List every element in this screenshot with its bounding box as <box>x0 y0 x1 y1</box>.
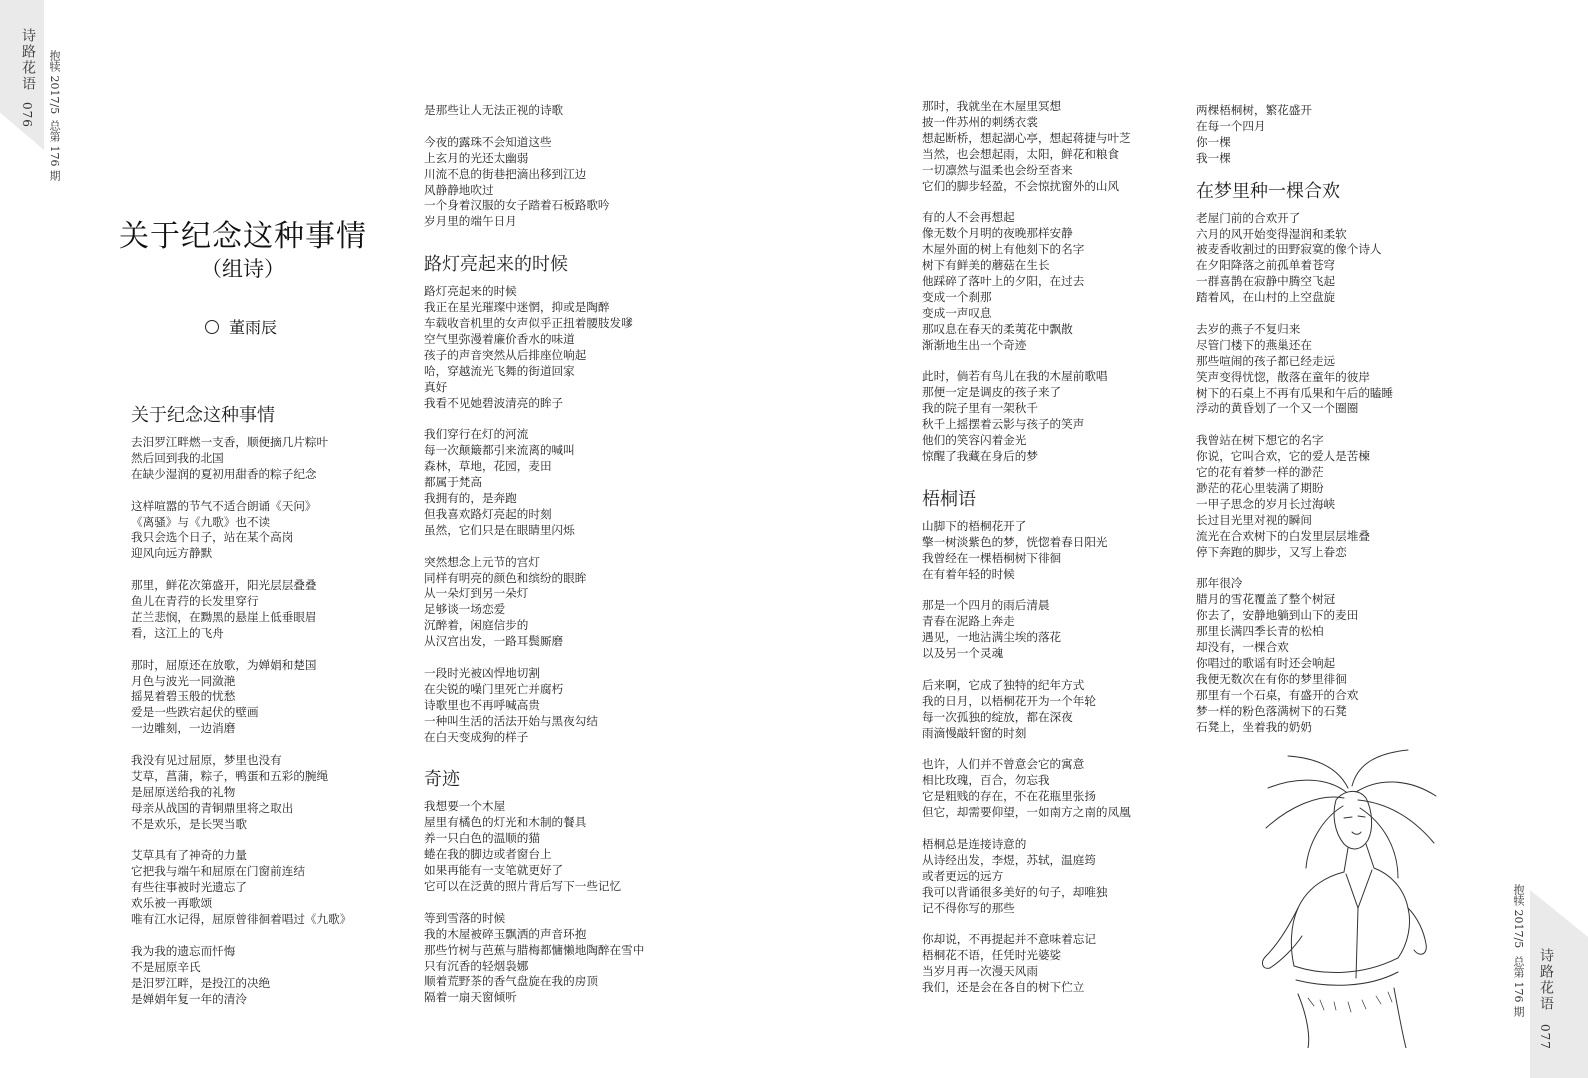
poem-line: 此时，倘若有鸟儿在我的木屋前歌唱 <box>922 369 1108 384</box>
poem-line: 树下的石桌上不再有瓜果和午后的瞌睡 <box>1196 385 1394 400</box>
poem-line: 诗歌里也不再呼喊高贵 <box>424 697 540 712</box>
poem-title: 梧桐语 <box>922 488 976 510</box>
poem-line: 我可以背诵很多美好的句子，却唯独 <box>922 884 1108 899</box>
poem-line: 长过目光里对视的瞬间 <box>1196 512 1312 527</box>
poem-line: 停下奔跑的脚步，又写上眷恋 <box>1196 544 1347 559</box>
poem-line: 石凳上，坐着我的奶奶 <box>1196 719 1312 734</box>
poem-line: 在每一个四月 <box>1196 118 1266 133</box>
poem-line: 你却说，不再提起并不意味着忘记 <box>922 932 1096 947</box>
poem-line: 你唱过的歌谣有时还会响起 <box>1196 655 1336 670</box>
poem-line: 渐渐地生出一个奇迹 <box>922 337 1027 352</box>
poem-line: 不是屈原辛氏 <box>131 959 201 974</box>
stanza <box>131 499 351 563</box>
left-issue-label: 总第 176 期 <box>48 120 61 181</box>
poem-title: 关于纪念这种事情 <box>131 405 275 426</box>
poem-line: 尽管门楼下的燕巢还在 <box>1196 337 1312 352</box>
poem-line: 浮动的黄昏划了一个又一个圈圈 <box>1196 401 1359 416</box>
poem-line: 腊月的雪花覆盖了整个树冠 <box>1196 592 1336 607</box>
main-title: 关于纪念这种事情 <box>119 219 367 254</box>
stanza <box>922 519 1131 583</box>
stanza <box>424 555 644 650</box>
poem-title: 奇迹 <box>424 769 460 791</box>
poem-line: 《离骚》与《九歌》也不读 <box>131 514 271 529</box>
stanza <box>922 369 1131 464</box>
poem-line: 去岁的燕子不复归来 <box>1196 321 1301 336</box>
poem-line: 有的人不会再想起 <box>922 210 1015 225</box>
right-section-label: 诗路花语 <box>1538 948 1554 1012</box>
poem-line: 青春在泥路上奔走 <box>922 614 1015 629</box>
poem-line: 一切凛然与温柔也会纷至沓来 <box>922 162 1073 177</box>
poem-line: 一种叫生活的活法开始与黑夜勾结 <box>424 713 598 728</box>
poem-line: 也许，人们并不曾意会它的寓意 <box>922 757 1085 772</box>
poem-line: 它们的脚步轻盈，不会惊扰窗外的山风 <box>922 178 1120 193</box>
poem-line: 屋里有橘色的灯光和木制的餐具 <box>424 815 587 830</box>
poem-line: 养一只白色的温顺的猫 <box>424 831 540 846</box>
subtitle: （组诗） <box>201 257 285 281</box>
poem-line: 一群喜鹊在寂静中腾空飞起 <box>1196 274 1336 289</box>
stanza <box>922 932 1131 996</box>
stanza <box>424 911 644 1006</box>
poem-line: 那便一定是调皮的孩子来了 <box>922 385 1062 400</box>
stanza <box>131 848 351 928</box>
poem-line: 是屈原送给我的礼物 <box>131 784 236 799</box>
poem-line: 我一棵 <box>1196 150 1231 165</box>
poem-line: 一段时光被凶悍地切割 <box>424 665 540 680</box>
poem-line: 披一件苏州的刺绣衣裳 <box>922 114 1038 129</box>
poem-line: 以及另一个灵魂 <box>922 646 1004 661</box>
poem-line: 两棵梧桐树，繁花盛开 <box>1196 103 1312 117</box>
right-issue-label: 总第 176 期 <box>1512 956 1525 1017</box>
poem-continuation <box>1196 103 1393 167</box>
poem-line: 我想要一个木屋 <box>424 799 506 814</box>
poem-line: 每一次颠簸都引来流离的喊叫 <box>424 443 575 458</box>
poem-line: 你一棵 <box>1196 134 1231 149</box>
poem-line: 今夜的露珠不会知道这些 <box>424 134 552 149</box>
poem-continuation <box>424 103 644 230</box>
poem-line: 它把我与端午和屈原在门窗前连结 <box>131 864 305 879</box>
poem-line: 我的日月，以梧桐花开为一个年轮 <box>922 693 1096 708</box>
poem-line: 是汨罗江畔，是投江的决绝 <box>131 975 271 990</box>
poem-line: 老屋门前的合欢开了 <box>1196 210 1301 225</box>
stanza <box>424 427 644 538</box>
stanza <box>1196 576 1393 735</box>
poem-line: 鱼儿在青荇的长发里穿行 <box>131 594 259 609</box>
stanza <box>1196 433 1393 560</box>
left-page-number: 076 <box>20 102 34 128</box>
poem-line: 他踩碎了落叶上的夕阳，在过去 <box>922 273 1085 288</box>
poem-line: 那叹息在春天的柔荑花中飘散 <box>922 321 1073 336</box>
stanza <box>922 598 1131 662</box>
poem-line: 但它，却需要仰望，一如南方之南的凤凰 <box>922 805 1131 820</box>
stanza <box>131 578 351 642</box>
poem-line: 梧桐总是连接诗意的 <box>922 836 1027 851</box>
poem-line: 路灯亮起来的时候 <box>424 284 517 299</box>
poem-line: 树下有鲜美的蘑菇在生长 <box>922 258 1050 273</box>
poem-body <box>424 284 644 745</box>
poem-line: 都属于梵高 <box>424 475 482 490</box>
poem-line: 我曾经在一棵梧桐树下徘徊 <box>922 550 1062 565</box>
poem-line: 秋千上摇摆着云影与孩子的笑声 <box>922 417 1085 432</box>
poem-line: 山脚下的梧桐花开了 <box>922 518 1027 533</box>
poem-line: 车载收音机里的女声似乎正扭着腰肢发嗲 <box>424 316 633 331</box>
poem-line: 那里有一个石桌，有盛开的合欢 <box>1196 687 1359 702</box>
poem-line: 我为我的遗忘而忏悔 <box>131 943 236 958</box>
stanza <box>424 284 644 411</box>
poem-line: 一边雕刻，一边消磨 <box>131 721 236 736</box>
poem-line: 突然想念上元节的宫灯 <box>424 554 540 569</box>
poem-line: 月色与波光一同潋滟 <box>131 673 236 688</box>
poem-title: 路灯亮起来的时候 <box>424 254 568 276</box>
poem-body <box>424 799 644 1006</box>
poem-line: 风静静地吹过 <box>424 182 494 197</box>
stanza <box>922 757 1131 821</box>
stanza <box>1196 322 1393 417</box>
poem-line: 摇晃着碧玉般的忧愁 <box>131 689 236 704</box>
poem-line: 芷兰悲悯，在黝黑的悬崖上低垂眼眉 <box>131 609 317 624</box>
poem-line: 虽然，它们只是在眼睛里闪烁 <box>424 522 575 537</box>
stanza <box>424 799 644 894</box>
poem-line: 惊醒了我藏在身后的梦 <box>922 448 1038 463</box>
poem-line: 想起断桥，想起湖心亭，想起蒋捷与叶芝 <box>922 130 1131 145</box>
poem-line: 它可以在泛黄的照片背后写下一些记忆 <box>424 879 622 893</box>
poem-continuation <box>922 99 1131 465</box>
poem-line: 擎一树淡紫色的梦，恍惚着春日阳光 <box>922 534 1108 549</box>
poem-line: 隔着一扇天窗倾听 <box>424 990 517 1005</box>
poem-line: 真好 <box>424 379 448 394</box>
poem-line: 只有沉香的轻烟袅娜 <box>424 958 529 973</box>
poem-line: 你说，它叫合欢，它的爱人是苦楝 <box>1196 449 1370 464</box>
stanza <box>131 944 351 1008</box>
poem-line: 我只会选个日子，站在某个高岗 <box>131 530 294 545</box>
poem-line: 在白天变成狗的样子 <box>424 729 529 744</box>
poem-line: 雨滴慢敲轩窗的时刻 <box>922 725 1027 740</box>
poem-line: 顺着荒野茶的香气盘旋在我的房顶 <box>424 974 598 989</box>
poem-line: 每一次孤独的绽放，都在深夜 <box>922 709 1073 724</box>
poem-body <box>1196 211 1393 736</box>
poem-line: 我们，还是会在各自的树下伫立 <box>922 980 1085 995</box>
poem-line: 遇见，一地沾满尘埃的落花 <box>922 630 1062 645</box>
poem-line: 梧桐花不语，任凭时光婆娑 <box>922 948 1062 963</box>
poem-line: 那里，鲜花次第盛开，阳光层层叠叠 <box>131 578 317 593</box>
poem-line: 在缺少湿润的夏初用甜香的粽子纪念 <box>131 466 317 481</box>
author-byline <box>205 318 277 338</box>
poem-line: 踏着风，在山村的上空盘旋 <box>1196 290 1336 305</box>
poem-title: 在梦里种一棵合欢 <box>1196 180 1340 202</box>
poem-line: 那是一个四月的雨后清晨 <box>922 598 1050 613</box>
poem-line: 从汉宫出发，一路耳鬓厮磨 <box>424 634 564 649</box>
poem-line: 六月的风开始变得湿润和柔软 <box>1196 226 1347 241</box>
poem-line: 我们穿行在灯的河流 <box>424 427 529 442</box>
poem-line: 流光在合欢树下的白发里层层堆叠 <box>1196 528 1370 543</box>
poem-line: 像无数个月明的夜晚那样安静 <box>922 226 1073 241</box>
poem-line: 不是欢乐，是长哭当歌 <box>131 816 247 831</box>
column-3 <box>922 99 1131 996</box>
poem-body <box>922 519 1131 996</box>
poem-line: 在有着年轻的时候 <box>922 566 1015 581</box>
poem-line: 变成一个刹那 <box>922 289 992 304</box>
poem-line: 它是粗贱的存在，不在花瓶里张扬 <box>922 789 1096 804</box>
stanza <box>922 210 1131 353</box>
right-page-number: 077 <box>1538 1024 1552 1050</box>
poem-line: 或者更远的远方 <box>922 868 1004 883</box>
poem-line: 川流不息的街巷把滴出移到江边 <box>424 166 587 181</box>
author-name: 董雨辰 <box>229 318 278 337</box>
woman-sketch-illustration <box>1248 748 1440 1048</box>
column-2 <box>424 103 644 1006</box>
stanza <box>131 753 351 833</box>
poem-line: 被麦香收割过的田野寂寞的像个诗人 <box>1196 242 1382 257</box>
stanza <box>1196 103 1393 167</box>
poem-line: 同样有明亮的颜色和缤纷的眼眸 <box>424 570 587 585</box>
poem-line: 足够谈一场恋爱 <box>424 602 506 617</box>
poem-line: 后来啊，它成了独特的纪年方式 <box>922 677 1085 692</box>
poem-line: 然后回到我的北国 <box>131 450 224 465</box>
poem-line: 渺茫的花心里装满了期盼 <box>1196 481 1324 495</box>
poem-line: 在夕阳降落之前孤单着苍穹 <box>1196 258 1336 273</box>
poem-line: 当岁月再一次漫天风雨 <box>922 964 1038 979</box>
poem-line: 记不得你写的那些 <box>922 900 1015 915</box>
poem-line: 唯有江水记得，屈原曾徘徊着唱过《九歌》 <box>131 912 352 927</box>
poem-line: 它的花有着梦一样的渺茫 <box>1196 465 1324 480</box>
poem-line: 那时，屈原还在放歌，为婵娟和楚国 <box>131 657 317 672</box>
poem-line: 我没有见过屈原，梦里也没有 <box>131 753 282 768</box>
poem-line: 那年很冷 <box>1196 576 1243 591</box>
stanza <box>424 666 644 746</box>
poem-line: 他们的笑容闪着金光 <box>922 433 1027 447</box>
poem-line: 一甲子思念的岁月长过海峡 <box>1196 496 1336 511</box>
poem-line: 那里长满四季长青的松柏 <box>1196 624 1324 639</box>
poem-line: 但我喜欢路灯亮起的时刻 <box>424 506 552 521</box>
poem-line: 梦一样的粉色落满树下的石凳 <box>1196 703 1347 718</box>
poem-line: 蜷在我的脚边或者窗台上 <box>424 847 552 862</box>
poem-line: 笑声变得忧惚，散落在童年的彼岸 <box>1196 369 1370 384</box>
poem-line: 一个身着汉服的女子踏着石板路歌吟 <box>424 198 610 213</box>
poem-line: 岁月里的端午日月 <box>424 214 517 229</box>
poem-line: 是那些让人无法正视的诗歌 <box>424 103 564 117</box>
stanza <box>424 103 644 119</box>
poem-line: 木屋外面的树上有他刻下的名字 <box>922 242 1085 257</box>
poem-line: 我看不见她碧波清亮的眸子 <box>424 395 564 410</box>
poem-line: 爱是一些跌宕起伏的壁画 <box>131 705 259 720</box>
stanza <box>131 658 351 738</box>
poem-line: 有些往事被时光遗忘了 <box>131 880 247 895</box>
stanza <box>922 837 1131 917</box>
circle-mark-icon <box>205 320 219 334</box>
poem-line: 看，这江上的飞舟 <box>131 625 224 640</box>
poem-line: 当然，也会想起雨，太阳，鲜花和粮食 <box>922 146 1120 161</box>
poem-line: 迎风向远方静默 <box>131 546 213 561</box>
poem-line: 那些竹树与芭蕉与腊梅都慵懒地陶醉在雪中 <box>424 942 645 957</box>
poem-line: 等到雪落的时候 <box>424 910 506 925</box>
poem-line: 沉醉着，闲庭信步的 <box>424 618 529 633</box>
poem-body <box>131 435 351 1008</box>
poem-line: 上玄月的光还太幽弱 <box>424 150 529 165</box>
poem-line: 是婵娟年复一年的清泠 <box>131 991 247 1006</box>
stanza <box>1196 211 1393 306</box>
poem-line: 那些喧闹的孩子都已经走远 <box>1196 353 1336 368</box>
poem-line: 这样喧嚣的节气不适合朗诵《天问》 <box>131 498 317 513</box>
left-section-label: 诗路花语 <box>20 28 36 92</box>
poem-line: 哈，穿越流光飞舞的街道回家 <box>424 363 575 378</box>
stanza <box>922 99 1131 194</box>
poem-line: 我正在星光璀璨中迷惘，抑或是陶醉 <box>424 300 610 315</box>
poem-line: 变成一声叹息 <box>922 305 992 320</box>
column-4 <box>1196 103 1393 735</box>
poem-line: 欢乐被一再歌颂 <box>131 896 213 911</box>
stanza <box>131 435 351 483</box>
stanza <box>424 135 644 230</box>
stanza <box>922 678 1131 742</box>
left-magazine-label: 抱犊 2017/5 <box>48 50 61 115</box>
poem-line: 我的木屋被碎玉飘洒的声音环抱 <box>424 926 587 941</box>
poem-line: 如果再能有一支笔就更好了 <box>424 863 564 878</box>
poem-line: 那时，我就坐在木屋里冥想 <box>922 99 1062 113</box>
poem-line: 却没有，一棵合欢 <box>1196 640 1289 655</box>
poem-line: 艾草具有了神奇的力量 <box>131 848 247 863</box>
column-1 <box>131 405 351 1008</box>
poem-line: 母亲从战国的青铜鼎里将之取出 <box>131 800 294 815</box>
poem-line: 相比玫瑰，百合，勿忘我 <box>922 773 1050 788</box>
poem-line: 森林，草地，花园，麦田 <box>424 459 552 474</box>
poem-line: 我的院子里有一架秋千 <box>922 401 1038 416</box>
poem-line: 从诗经出发，李煜，苏轼，温庭筠 <box>922 852 1096 867</box>
poem-line: 你去了，安静地躺到山下的麦田 <box>1196 608 1359 623</box>
poem-line: 我便无数次在有你的梦里徘徊 <box>1196 671 1347 686</box>
poem-line: 从一朵灯到另一朵灯 <box>424 586 529 601</box>
poem-line: 空气里弥漫着廉价香水的味道 <box>424 331 575 346</box>
right-magazine-label: 抱犊 2017/5 <box>1512 884 1525 949</box>
poem-line: 去汨罗江畔燃一支香，顺便摘几片粽叶 <box>131 435 329 449</box>
poem-line: 艾草，菖蒲，粽子，鸭蛋和五彩的腕绳 <box>131 768 329 783</box>
poem-line: 孩子的声音突然从后排座位响起 <box>424 347 587 362</box>
poem-line: 我曾站在树下想它的名字 <box>1196 433 1324 448</box>
poem-line: 在尖锐的噪门里死亡并腐朽 <box>424 681 564 696</box>
poem-line: 我拥有的，是奔跑 <box>424 491 517 505</box>
